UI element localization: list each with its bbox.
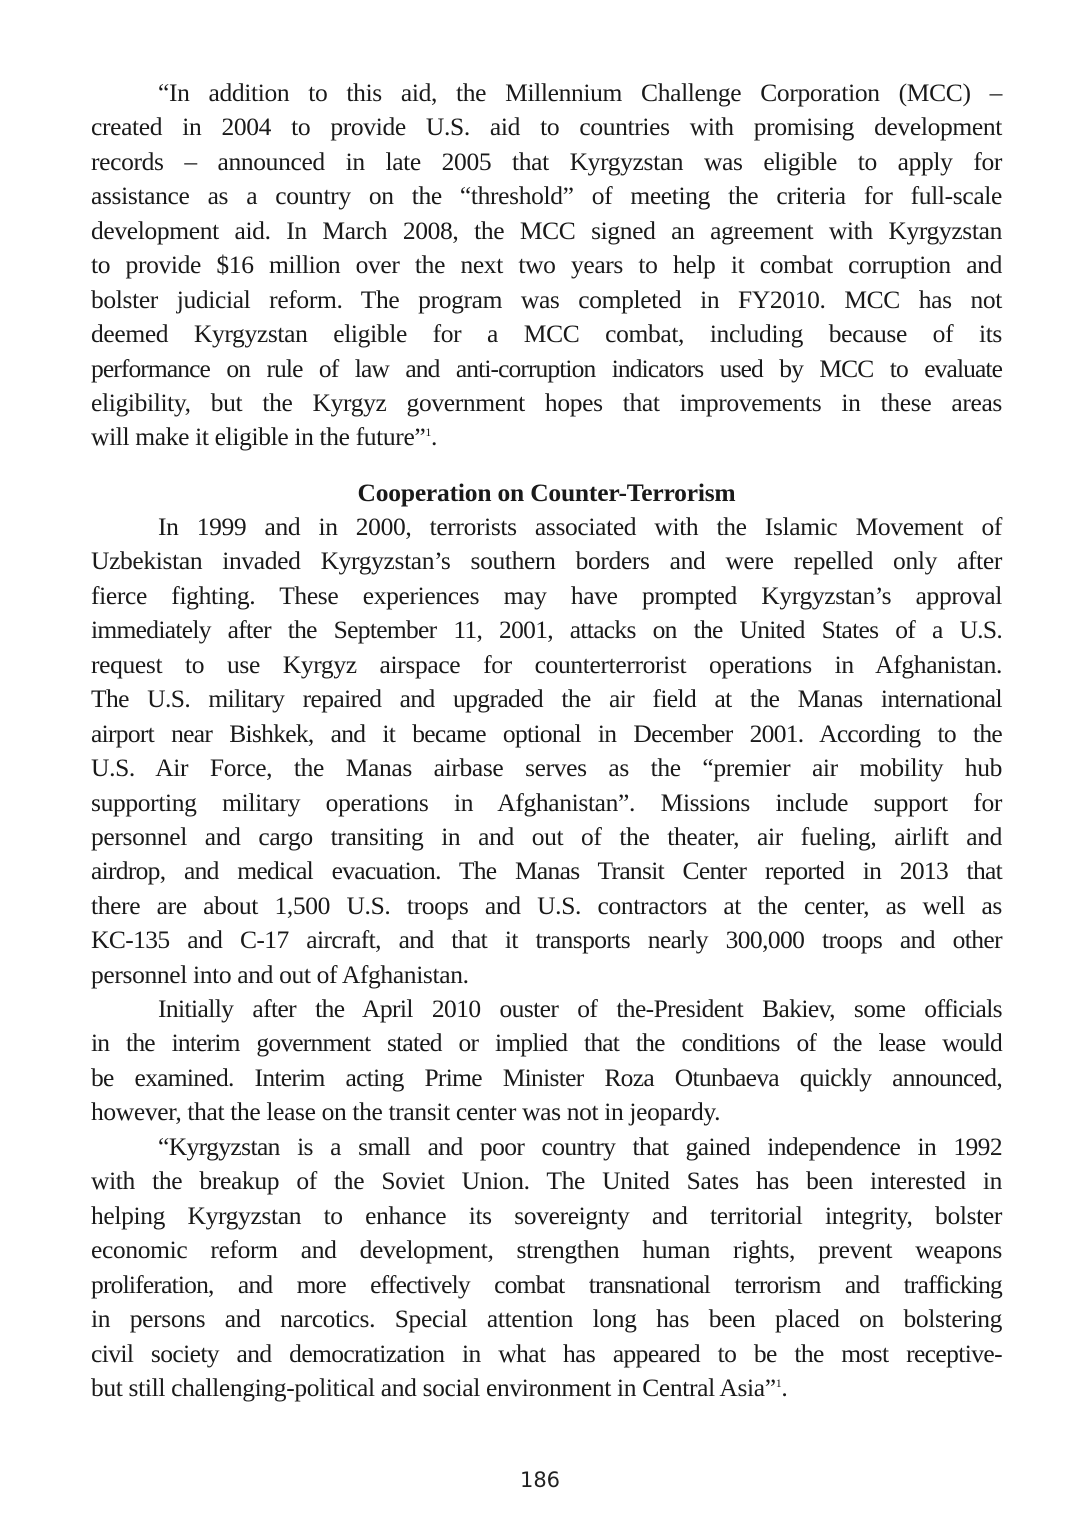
text-line: Uzbekistan invaded Kyrgyzstan’s southern borders and were repelled only after — [91, 546, 1002, 576]
text-line: Initially after the April 2010 ouster of the-President Bakiev, some officials — [158, 994, 1002, 1023]
text-line: civil society and democratization in what has appeared to be the most receptive- — [91, 1338, 1002, 1368]
text-line: helping Kyrgyzstan to enhance its sovereignty and territorial integrity, bolster — [91, 1200, 1002, 1230]
text-line: supporting military operations in Afghanistan”. Missions include support for — [91, 787, 1002, 817]
text-line-last — [91, 1371, 1002, 1405]
text-line: deemed Kyrgyzstan eligible for a MCC combat, including because of its — [91, 319, 1002, 349]
text-fragment: but still challenging-political and social environment in Central Asia” — [91, 1373, 776, 1403]
paragraph-terrorism-history — [91, 510, 1002, 992]
text-line: created in 2004 to provide U.S. aid to countries with promising development — [91, 112, 1002, 142]
paragraph-kyrgyzstan-overview — [91, 1130, 1002, 1406]
text-line: in persons and narcotics. Special attention long has been placed on bolstering — [91, 1304, 1002, 1334]
text-fragment: . — [781, 1373, 788, 1403]
text-line: performance on rule of law and anti-corruption indicators used by MCC to evaluate — [91, 353, 1002, 383]
text-line: “In addition to this aid, the Millennium Challenge Corporation (MCC) – — [158, 78, 1002, 107]
footnote-reference[interactable]: 1 — [775, 1376, 782, 1391]
text-line: personnel and cargo transiting in and out of the theater, air fueling, airlift and — [91, 821, 1002, 851]
text-line-last — [91, 420, 1002, 454]
text-line: proliferation, and more effectively combat transnational terrorism and trafficking — [91, 1269, 1002, 1299]
section-heading: Cooperation on Counter-Terrorism — [357, 478, 736, 507]
text-line: airdrop, and medical evacuation. The Manas Transit Center reported in 2013 that — [91, 856, 1002, 886]
paragraph-mcc-aid — [91, 76, 1002, 455]
text-fragment: . — [431, 422, 438, 452]
text-line: KC-135 and C-17 aircraft, and that it transports nearly 300,000 troops and other — [91, 925, 1002, 955]
text-line: “Kyrgyzstan is a small and poor country that gained independence in 1992 — [158, 1132, 1002, 1161]
text-fragment: will make it eligible in the future” — [91, 422, 426, 452]
text-line: economic reform and development, strengthen human rights, prevent weapons — [91, 1235, 1002, 1265]
text-line: assistance as a country on the “threshold” of meeting the criteria for full-scale — [91, 181, 1002, 211]
text-line: The U.S. military repaired and upgraded the air field at the Manas international — [91, 684, 1002, 714]
text-line: be examined. Interim acting Prime Minister Roza Otunbaeva quickly announced, — [91, 1062, 1002, 1092]
text-line: in the interim government stated or implied that the conditions of the lease would — [91, 1028, 1002, 1058]
text-line: bolster judicial reform. The program was completed in FY2010. MCC has not — [91, 284, 1002, 314]
text-line: there are about 1,500 U.S. troops and U.S. contractors at the center, as well as — [91, 890, 1002, 920]
text-line: to provide $16 million over the next two years to help it combat corruption and — [91, 250, 1002, 280]
footnote-reference[interactable]: 1 — [425, 425, 432, 440]
text-line: eligibility, but the Kyrgyz government hopes that improvements in these areas — [91, 387, 1002, 417]
text-line: In 1999 and in 2000, terrorists associated with the Islamic Movement of — [158, 512, 1002, 541]
text-line: fierce fighting. These experiences may have prompted Kyrgyzstan’s approval — [91, 580, 1002, 610]
text-line-last: however, that the lease on the transit center was not in jeopardy. — [91, 1097, 721, 1127]
text-line: request to use Kyrgyz airspace for counterterrorist operations in Afghanistan. — [91, 649, 1002, 679]
paragraph-bakiev-ouster — [91, 992, 1002, 1130]
text-line: development aid. In March 2008, the MCC signed an agreement with Kyrgyzstan — [91, 215, 1002, 245]
text-line: with the breakup of the Soviet Union. The United Sates has been interested in — [91, 1166, 1002, 1196]
page-number: 186 — [519, 1468, 561, 1492]
text-line: immediately after the September 11, 2001, attacks on the United States of a U.S. — [91, 615, 1002, 645]
text-line-last: personnel into and out of Afghanistan. — [91, 959, 469, 989]
text-line: records – announced in late 2005 that Kyrgyzstan was eligible to apply for — [91, 146, 1002, 176]
text-line: U.S. Air Force, the Manas airbase serves as the “premier air mobility hub — [91, 753, 1002, 783]
text-line: airport near Bishkek, and it became optional in December 2001. According to the — [91, 718, 1002, 748]
